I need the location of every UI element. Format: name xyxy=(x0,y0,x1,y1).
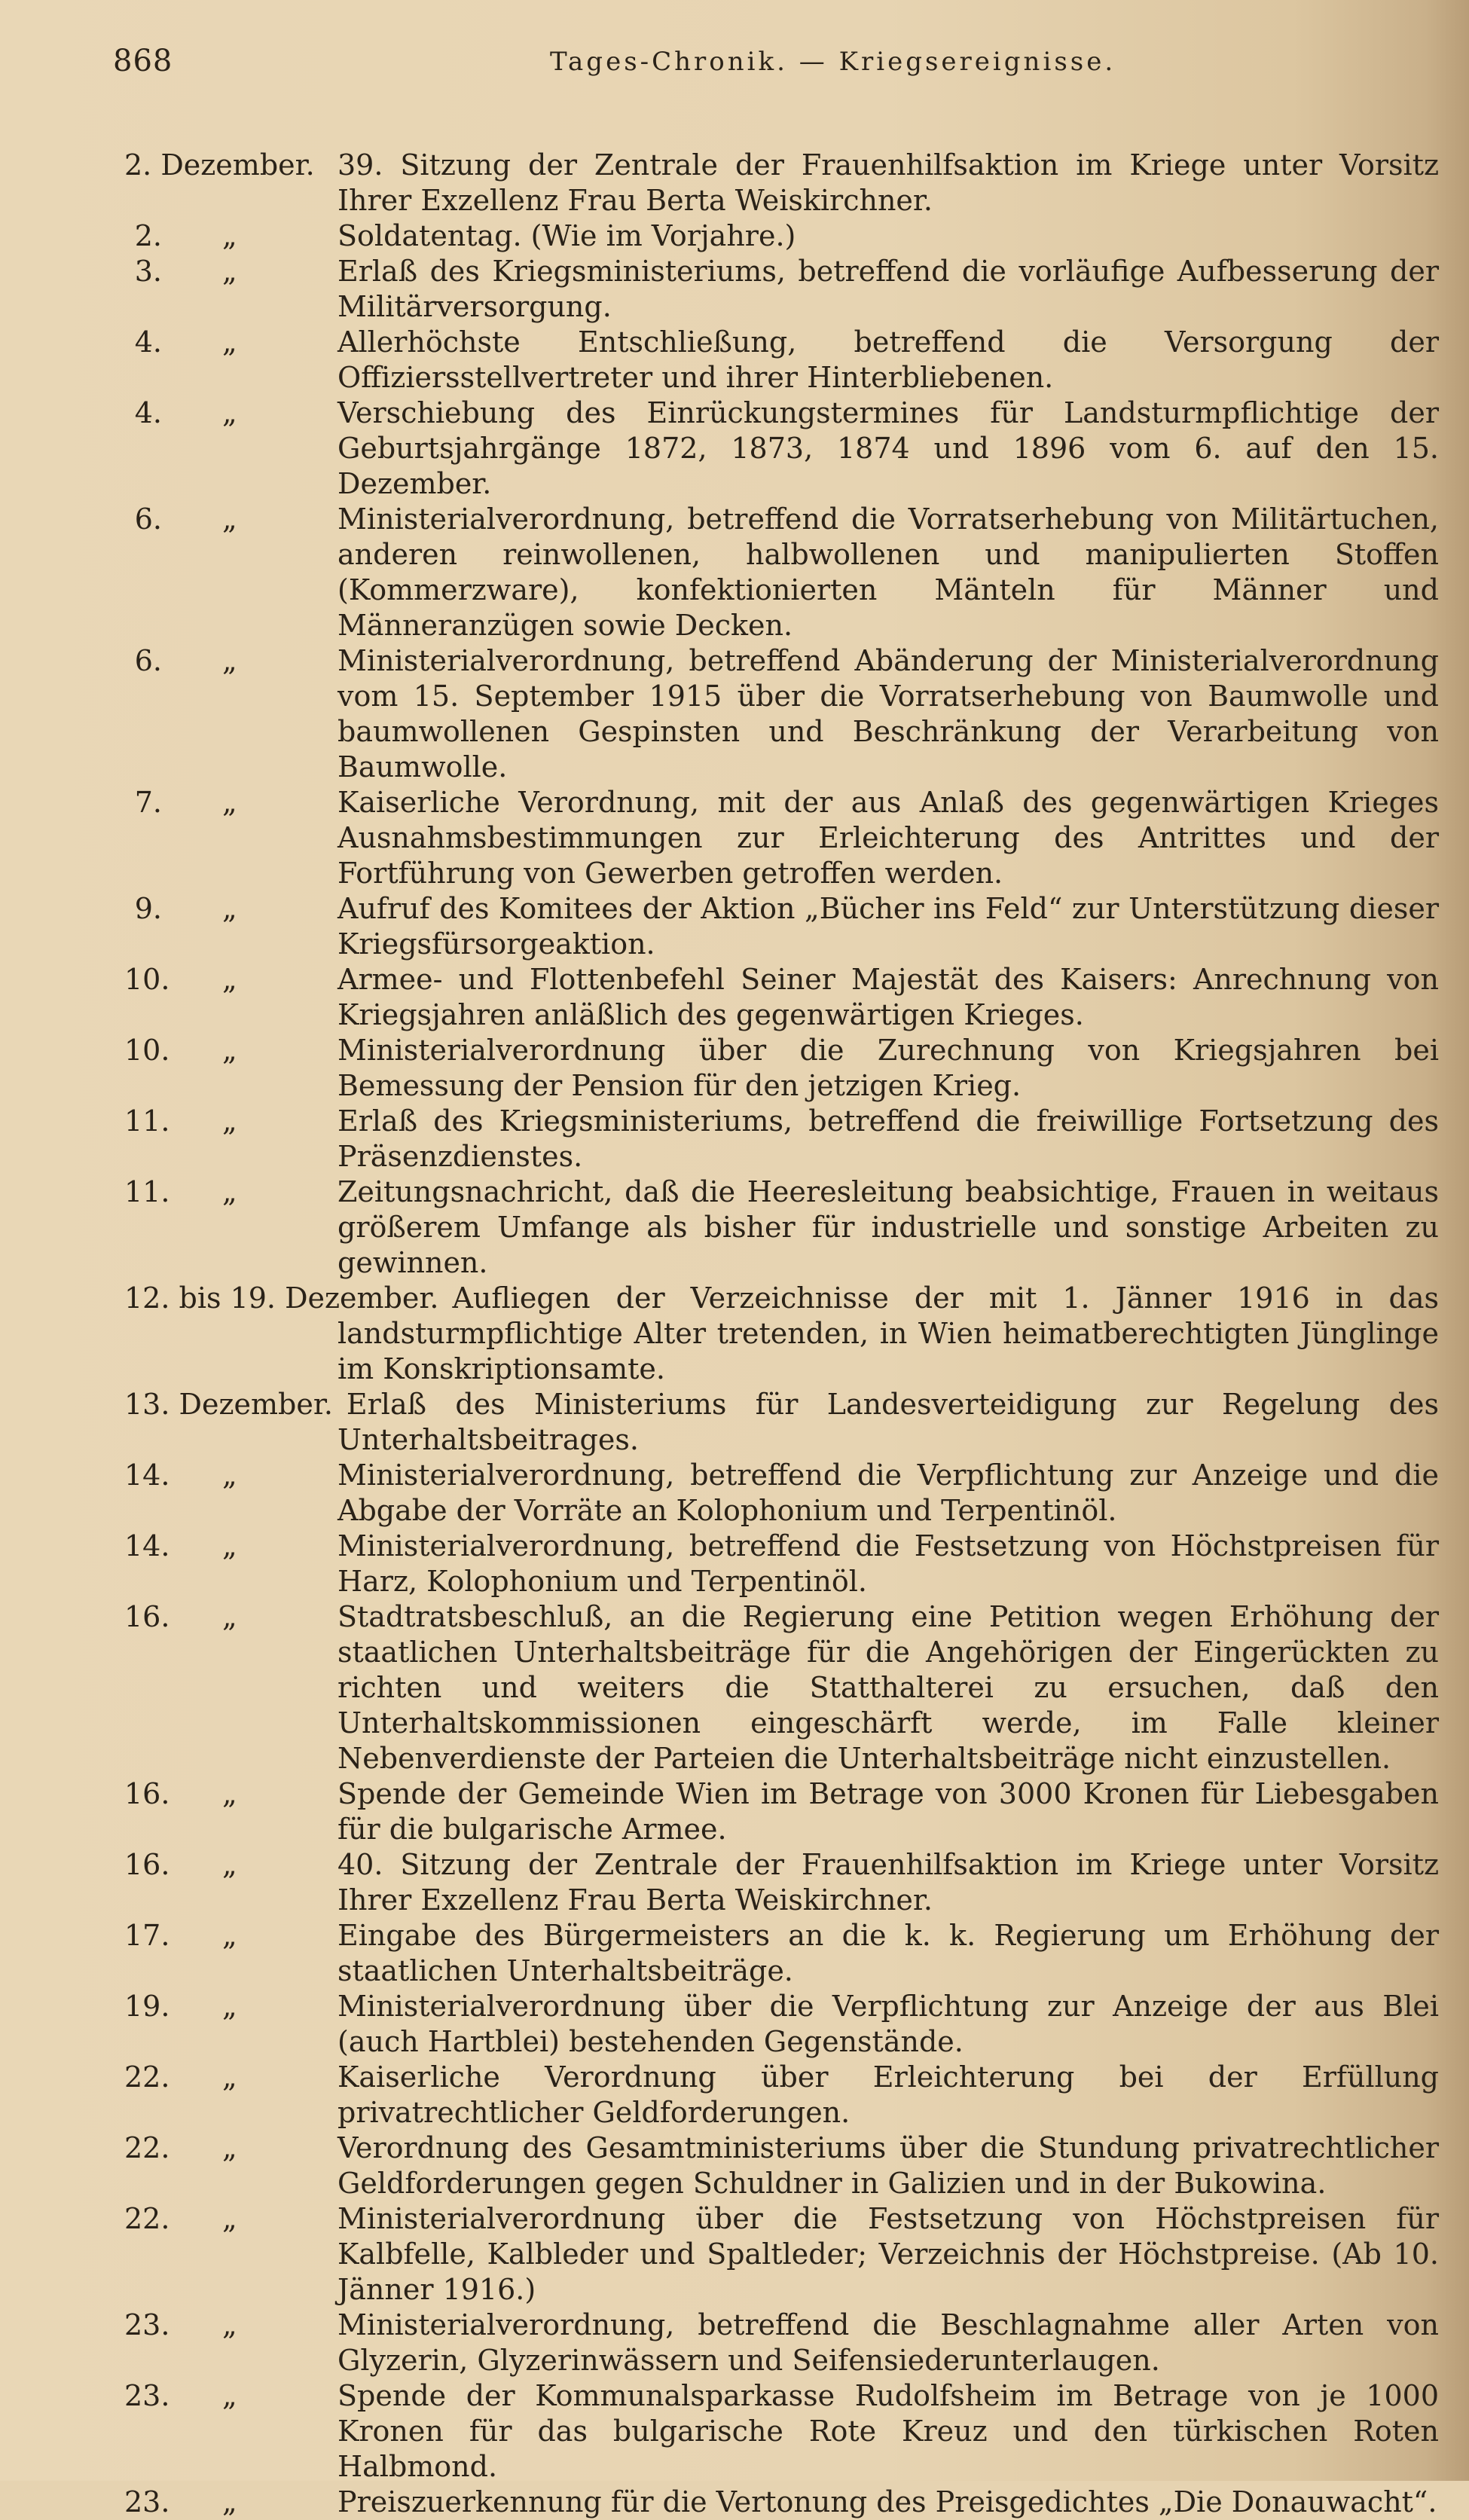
entry-date-text: 3. xyxy=(134,255,162,288)
chronicle-entry xyxy=(0,785,1469,891)
running-head: Tages-Chronik. — Kriegsereignisse. xyxy=(550,47,1116,77)
ditto-mark: „ xyxy=(222,255,237,288)
entry-date-text: 23. xyxy=(124,2379,170,2412)
chronicle-entry xyxy=(0,1918,1469,1989)
entry-text: Aufruf des Komitees der Aktion „Bücher ins Feld“ zur Unterstützung dieser Kriegsfürsorgeaktion. xyxy=(337,892,1439,961)
ditto-mark: „ xyxy=(222,1777,237,1810)
chronicle-entry xyxy=(0,1847,1469,1918)
chronicle-entry xyxy=(0,2378,1469,2485)
entry-text: Erlaß des Kriegsministeriums, betreffend die freiwillige Fortsetzung des Präsenzdienstes. xyxy=(337,1104,1439,1173)
entry-date xyxy=(124,2131,237,2166)
chronicle-entry xyxy=(0,2131,1469,2201)
entry-date xyxy=(124,1387,333,1422)
entry-date xyxy=(124,962,237,997)
page-number: 868 xyxy=(113,44,173,78)
entry-text: Ministerialverordnung über die Zurechnung von Kriegsjahren bei Bemessung der Pension für den jetzigen Krieg. xyxy=(337,1034,1439,1102)
chronicle-entry xyxy=(0,2060,1469,2131)
entry-date xyxy=(124,643,237,679)
entry-text: Ministerialverordnung, betreffend Abänderung der Ministerialverordnung vom 15. September 1915 über die Vorratserhebung von Baumwolle und baumwollenen Gespinsten und Beschränkung der Verarbeitung von Baumwolle. xyxy=(337,644,1439,783)
entry-text: Ministerialverordnung, betreffend die Vorratserhebung von Militärtuchen, anderen reinwollenen, halbwollenen und manipulierten Stoffen (Kommerzware), konfektionierten Mänteln für Männer und Männeranzügen sowie Decken. xyxy=(337,502,1439,642)
entry-date-text: 2. Dezember. xyxy=(124,148,315,182)
entry-date-text: 2. xyxy=(134,219,162,252)
entry-date xyxy=(124,1989,237,2024)
ditto-mark: „ xyxy=(222,325,237,359)
entry-text: Spende der Kommunalsparkasse Rudolfsheim im Betrage von je 1000 Kronen für das bulgarische Rote Kreuz und den türkischen Roten Halbmond. xyxy=(337,2379,1439,2483)
entry-text: Armee- und Flottenbefehl Seiner Majestät des Kaisers: Anrechnung von Kriegsjahren anläßlich des gegenwärtigen Krieges. xyxy=(337,963,1439,1031)
ditto-mark: „ xyxy=(222,1990,237,2023)
entry-date-text: 22. xyxy=(124,2202,170,2235)
entry-text: Preiszuerkennung für die Vertonung des Preisgedichtes „Die Donauwacht“. xyxy=(337,2485,1437,2518)
ditto-mark: „ xyxy=(222,2379,237,2412)
entry-date xyxy=(124,2308,237,2343)
chronicle-entry xyxy=(0,254,1469,325)
entry-date xyxy=(124,2060,237,2095)
entry-date xyxy=(124,2201,237,2237)
entry-date xyxy=(124,218,237,254)
entry-date-text: 4. xyxy=(134,325,162,359)
entry-date-text: 13. Dezember. xyxy=(124,1388,333,1421)
chronicle-entry xyxy=(0,148,1469,218)
ditto-mark: „ xyxy=(222,502,237,536)
ditto-mark: „ xyxy=(222,1529,237,1562)
entry-date-text: 16. xyxy=(124,1600,170,1633)
entry-text: Erlaß des Ministeriums für Landesverteidigung zur Regelung des Unterhaltsbeitrages. xyxy=(337,1388,1439,1456)
ditto-mark: „ xyxy=(222,1600,237,1633)
entry-date-text: 14. xyxy=(124,1529,170,1562)
entry-text: Stadtratsbeschluß, an die Regierung eine Petition wegen Erhöhung der staatlichen Unterhaltsbeiträge für die Angehörigen der Eingerückten zu richten und weiters die Statthalterei zu ersuchen, daß den Unterhaltskommissionen eingeschärft werde, im Falle kleiner Nebenverdienste der Parteien die Unterhaltsbeiträge nicht einzustellen. xyxy=(337,1600,1439,1775)
entry-text: Verschiebung des Einrückungstermines für Landsturmpflichtige der Geburtsjahrgänge 1872, 1873, 1874 und 1896 vom 6. auf den 15. Dezember. xyxy=(337,396,1439,500)
entry-date-text: 11. xyxy=(124,1175,170,1208)
ditto-mark: „ xyxy=(222,2060,237,2094)
entry-date-text: 6. xyxy=(134,502,162,536)
entry-date xyxy=(124,1281,438,1316)
entry-text: Ministerialverordnung, betreffend die Verpflichtung zur Anzeige und die Abgabe der Vorräte an Kolophonium und Terpentinöl. xyxy=(337,1459,1439,1527)
chronicle-entry xyxy=(0,1599,1469,1776)
entry-date xyxy=(124,1599,237,1635)
entry-date-text: 22. xyxy=(124,2060,170,2094)
chronicle-entry xyxy=(0,962,1469,1033)
ditto-mark: „ xyxy=(222,396,237,429)
entry-date-text: 12. bis 19. Dezember. xyxy=(124,1281,439,1315)
entry-text: Verordnung des Gesamtministeriums über die Stundung privatrechtlicher Geldforderungen gegen Schuldner in Galizien und in der Bukowina. xyxy=(337,2131,1439,2200)
entry-date xyxy=(124,1033,237,1068)
chronicle-entry xyxy=(0,1776,1469,1847)
entry-text: Zeitungsnachricht, daß die Heeresleitung beabsichtige, Frauen in weitaus größerem Umfange als bisher für industrielle und sonstige Arbeiten zu gewinnen. xyxy=(337,1175,1439,1279)
entry-date-text: 14. xyxy=(124,1459,170,1492)
ditto-mark: „ xyxy=(222,1459,237,1492)
entry-date-text: 17. xyxy=(124,1919,170,1952)
ditto-mark: „ xyxy=(222,1919,237,1952)
ditto-mark: „ xyxy=(222,786,237,819)
entry-date xyxy=(124,1847,237,1883)
chronicle-entry xyxy=(0,1281,1469,1387)
chronicle-entry xyxy=(0,891,1469,962)
chronicle-entry xyxy=(0,2308,1469,2378)
entry-date-text: 9. xyxy=(134,892,162,925)
entry-date xyxy=(124,2378,237,2414)
entry-date xyxy=(124,1918,237,1953)
entry-text: Kaiserliche Verordnung über Erleichterung bei der Erfüllung privatrechtlicher Geldforderungen. xyxy=(337,2060,1439,2129)
ditto-mark: „ xyxy=(222,219,237,252)
entry-date xyxy=(124,148,315,183)
entry-date-text: 4. xyxy=(134,396,162,429)
entry-text: Ministerialverordnung über die Verpflichtung zur Anzeige der aus Blei (auch Hartblei) bestehenden Gegenstände. xyxy=(337,1990,1439,2058)
entry-date xyxy=(124,502,237,537)
entry-date-text: 23. xyxy=(124,2485,170,2518)
ditto-mark: „ xyxy=(222,1104,237,1138)
chronicle-entry xyxy=(0,1033,1469,1104)
entry-text: Ministerialverordnung über die Festsetzung von Höchstpreisen für Kalbfelle, Kalbleder und Spaltleder; Verzeichnis der Höchstpreise. (Ab 10. Jänner 1916.) xyxy=(337,2202,1439,2306)
chronicle-entry xyxy=(0,2485,1469,2520)
ditto-mark: „ xyxy=(222,2202,237,2235)
chronicle-entry xyxy=(0,1529,1469,1599)
entry-text: Allerhöchste Entschließung, betreffend die Versorgung der Offiziersstellvertreter und ihrer Hinterbliebenen. xyxy=(337,325,1439,394)
entry-date xyxy=(124,1529,237,1564)
entry-date xyxy=(124,2485,237,2520)
chronicle-entry xyxy=(0,1387,1469,1458)
chronicle-entry xyxy=(0,396,1469,502)
entry-date xyxy=(124,1458,237,1493)
entry-date-text: 16. xyxy=(124,1777,170,1810)
entry-text: Erlaß des Kriegsministeriums, betreffend die vorläufige Aufbesserung der Militärversorgung. xyxy=(337,255,1439,323)
entry-text: Eingabe des Bürgermeisters an die k. k. Regierung um Erhöhung der staatlichen Unterhaltsbeiträge. xyxy=(337,1919,1439,1987)
entry-text: Ministerialverordnung, betreffend die Festsetzung von Höchstpreisen für Harz, Kolophonium und Terpentinöl. xyxy=(337,1529,1439,1598)
ditto-mark: „ xyxy=(222,2485,237,2518)
ditto-mark: „ xyxy=(222,2308,237,2341)
ditto-mark: „ xyxy=(222,963,237,996)
entry-date xyxy=(124,396,237,431)
ditto-mark: „ xyxy=(222,1034,237,1067)
entry-text: 40. Sitzung der Zentrale der Frauenhilfsaktion im Kriege unter Vorsitz Ihrer Exzellenz Frau Berta Weiskirchner. xyxy=(337,1848,1439,1917)
chronicle-entry xyxy=(0,643,1469,785)
ditto-mark: „ xyxy=(222,1175,237,1208)
chronicle-entry xyxy=(0,2201,1469,2308)
entry-text: Soldatentag. (Wie im Vorjahre.) xyxy=(337,219,796,252)
entry-text: Kaiserliche Verordnung, mit der aus Anlaß des gegenwärtigen Krieges Ausnahmsbestimmungen zur Erleichterung des Antrittes und der Fortführung von Gewerben getroffen werden. xyxy=(337,786,1439,890)
ditto-mark: „ xyxy=(222,644,237,677)
chronicle-entry xyxy=(0,1104,1469,1174)
chronicle-entry xyxy=(0,1989,1469,2060)
entry-date-text: 10. xyxy=(124,1034,170,1067)
ditto-mark: „ xyxy=(222,2131,237,2164)
entry-date xyxy=(124,1174,237,1210)
entry-date-text: 7. xyxy=(134,786,162,819)
chronicle-entry xyxy=(0,1174,1469,1281)
entry-date xyxy=(124,1104,237,1139)
entry-date xyxy=(124,785,237,820)
chronicle-entry xyxy=(0,502,1469,643)
entry-date-text: 23. xyxy=(124,2308,170,2341)
entry-date xyxy=(124,254,237,289)
chronicle-entry xyxy=(0,218,1469,254)
ditto-mark: „ xyxy=(222,1848,237,1881)
entry-text: Spende der Gemeinde Wien im Betrage von 3000 Kronen für Liebesgaben für die bulgarische Armee. xyxy=(337,1777,1439,1846)
entry-date-text: 22. xyxy=(124,2131,170,2164)
entry-date-text: 11. xyxy=(124,1104,170,1138)
entry-text: 39. Sitzung der Zentrale der Frauenhilfsaktion im Kriege unter Vorsitz Ihrer Exzellenz Frau Berta Weiskirchner. xyxy=(337,148,1439,217)
chronicle-entries xyxy=(0,148,1469,2520)
entry-date-text: 6. xyxy=(134,644,162,677)
entry-text: Aufliegen der Verzeichnisse der mit 1. Jänner 1916 in das landsturmpflichtige Alter tretenden, in Wien heimatberechtigten Jünglinge im Konskriptionsamte. xyxy=(337,1281,1439,1385)
ditto-mark: „ xyxy=(222,892,237,925)
entry-date xyxy=(124,325,237,360)
entry-date-text: 16. xyxy=(124,1848,170,1881)
entry-date xyxy=(124,891,237,927)
entry-date xyxy=(124,1776,237,1812)
entry-date-text: 19. xyxy=(124,1990,170,2023)
page-header xyxy=(113,44,1439,89)
entry-date-text: 10. xyxy=(124,963,170,996)
chronicle-entry xyxy=(0,325,1469,396)
entry-text: Ministerialverordnung, betreffend die Beschlagnahme aller Arten von Glyzerin, Glyzerinwässern und Seifensiederunterlaugen. xyxy=(337,2308,1439,2377)
chronicle-entry xyxy=(0,1458,1469,1529)
